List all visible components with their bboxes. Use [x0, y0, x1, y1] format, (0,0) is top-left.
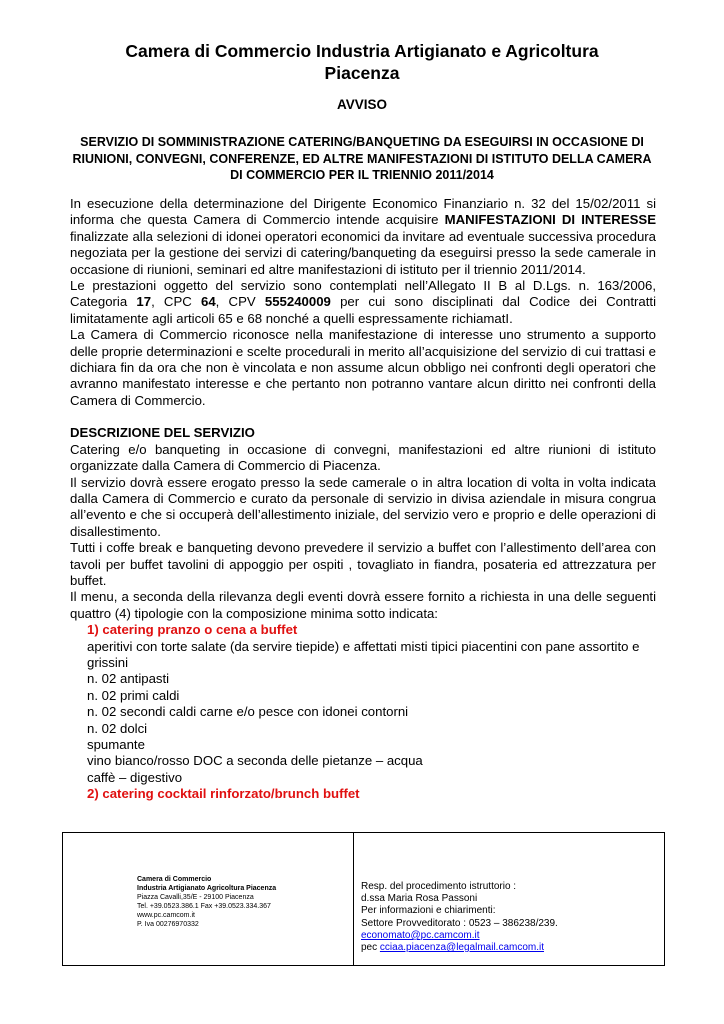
footer-piva: P. Iva 00276970332 [137, 921, 199, 928]
footer-settore: Settore Provveditorato : 0523 – 386238/239. [361, 917, 558, 929]
footer-info: Per informazioni e chiarimenti: [361, 905, 496, 917]
footer-pec-link[interactable]: cciaa.piacenza@legalmail.camcom.it [379, 942, 545, 954]
footer-resp-name: d.ssa Maria Rosa Passoni [361, 893, 478, 905]
footer-org-info [137, 875, 276, 929]
cpc-number: 64 [201, 294, 216, 310]
list-item: vino bianco/rosso DOC a seconda delle pietanze – acqua [87, 753, 423, 769]
footer-box [62, 832, 665, 966]
list-item: n. 02 secondi caldi carne e/o pesce con idonei contorni [87, 704, 409, 720]
intro-p2-cpv-label: , CPV [215, 294, 265, 310]
intro-p1-text-end: finalizzate alla selezioni di idonei operatori economici da invitare ad eventuale successiva procedura negoziata per la gestione dei servizi di catering/banqueting da eseguirsi presso la sede camerale in occasione di riunioni, seminari ed altre manifestazioni di istituto per il triennio 2011/2014. [70, 228, 656, 277]
intro-paragraph-2 [70, 278, 656, 327]
footer-org-line-1: Camera di Commercio [137, 876, 212, 883]
intro-p2-cpc-label: , CPC [151, 294, 201, 310]
intro-p2-text: Le prestazioni oggetto del servizio sono contemplati nell’Allegato II B al D.Lgs. n. 163/2006, Categoria [70, 278, 656, 310]
footer-phone: Tel. +39.0523.386.1 Fax +39.0523.334.367 [137, 903, 271, 910]
page-title [60, 40, 664, 84]
title-line-1: Camera di Commercio Industria Artigianato e Agricoltura [125, 41, 599, 61]
footer-web: www.pc.camcom.it [137, 912, 195, 919]
list-item: aperitivi con torte salate (da servire tiepide) e affettati misti tipici piacentini con pane assortito e grissini [87, 638, 640, 670]
list-item: spumante [87, 737, 145, 752]
section-heading-descrizione: DESCRIZIONE DEL SERVIZIO [70, 425, 255, 441]
footer-divider [353, 833, 354, 965]
categoria-number: 17 [136, 294, 152, 310]
intro-p1-bold: MANIFESTAZIONI DI INTERESSE [444, 212, 656, 228]
list-item: caffè – digestivo [87, 769, 183, 785]
footer-address: Piazza Cavalli,35/E - 29100 Piacenza [137, 894, 254, 901]
cpv-number: 555240009 [264, 294, 331, 310]
descrizione-paragraph-3: Tutti i coffe break e banqueting devono prevedere il servizio a buffet con l’allestimento dell’area con tavoli per buffet tavolini di appoggio per ospiti , tovagliato in fiandra, posateria ed attrezzatura per buffet. [70, 540, 656, 588]
list-heading-1: 1) catering pranzo o cena a buffet [87, 622, 298, 638]
footer-email-link[interactable]: economato@pc.camcom.it [361, 929, 480, 941]
subject-heading: SERVIZIO DI SOMMINISTRAZIONE CATERING/BANQUETING DA ESEGUIRSI IN OCCASIONE DI RIUNIONI, CONVEGNI, CONFERENZE, ED ALTRE MANIFESTAZIONI DI ISTITUTO DELLA CAMERA DI COMMERCIO PER IL TRIENNIO 2011/2014 [72, 135, 652, 182]
list-item: n. 02 dolci [87, 720, 148, 736]
spacer [70, 409, 656, 425]
list-item: n. 02 antipasti [87, 671, 170, 687]
title-line-2: Piacenza [324, 63, 400, 83]
descrizione-paragraph-2: Il servizio dovrà essere erogato presso la sede camerale o in altra location di volta in volta indicata dalla Camera di Commercio e curato da personale di servizio in divisa aziendale in misura congrua all’evento e che si occuperà dell’allestimento iniziale, del servizio vero e proprio e delle operazioni di disallestimento. [70, 474, 656, 539]
descrizione-paragraph-1: Catering e/o banqueting in occasione di convegni, manifestazioni ed altre riunioni di istituto organizzate dalla Camera di Commercio di Piacenza. [70, 441, 656, 474]
list-item: n. 02 primi caldi [87, 687, 180, 703]
footer-org-line-2: Industria Artigianato Agricoltura Piacenza [137, 885, 277, 892]
footer-pec-label: pec [361, 942, 380, 954]
intro-paragraph-3: La Camera di Commercio riconosce nella manifestazione di interesse uno strumento a supporto delle proprie determinazioni e scelte procedurali in merito all’acquisizione del servizio di cui trattasi e dichiara fin da ora che non è vincolata e non assume alcun obbligo nei confronti degli operatori che avranno manifestato interesse e che pertanto non potranno vantare alcun diritto nei confronti della Camera di Commercio. [70, 327, 656, 408]
intro-p1-text: In esecuzione della determinazione del Dirigente Economico Finanziario n. 32 del 15/02/2011 si informa che questa Camera di Commercio intende acquisire [70, 196, 656, 228]
footer-resp-label: Resp. del procedimento istruttorio : [361, 881, 517, 892]
avviso-heading: AVVISO [336, 97, 387, 112]
intro-paragraph-1 [70, 196, 656, 278]
list-heading-2: 2) catering cocktail rinforzato/brunch buffet [87, 786, 360, 802]
intro-p2-text-end: per cui sono disciplinati dal Codice dei Contratti limitatamente agli articoli 65 e 68 nonché a quelli espressamente richiamatI. [70, 294, 656, 326]
footer-contact-info [361, 881, 558, 954]
descrizione-paragraph-4: Il menu, a seconda della rilevanza degli eventi dovrà essere fornito a richiesta in una delle seguenti quattro (4) tipologie con la composizione minima sotto indicata: [70, 589, 656, 621]
document-body [70, 196, 656, 803]
